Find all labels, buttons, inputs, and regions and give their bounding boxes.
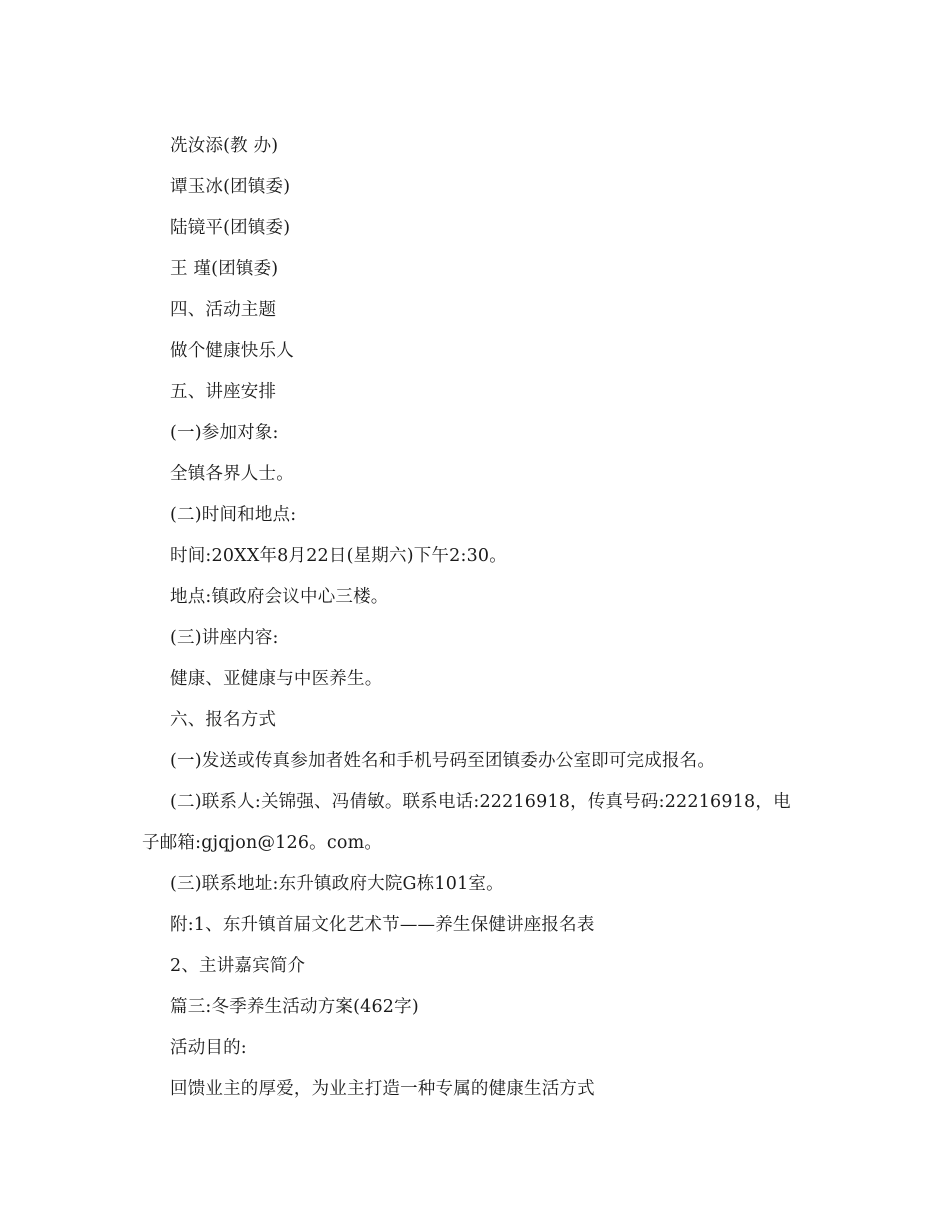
paragraph: 做个健康快乐人: [170, 341, 294, 361]
paragraph: 附:1、东升镇首届文化艺术节——养生保健讲座报名表: [170, 915, 595, 935]
member-line: 谭玉冰(团镇委): [170, 177, 291, 197]
subsection-heading: 活动目的:: [170, 1038, 247, 1058]
document-body: [142, 126, 822, 1110]
paragraph: (三)联系地址:东升镇政府大院G栋101室。: [170, 874, 504, 894]
paragraph: 2、主讲嘉宾简介: [170, 956, 306, 976]
paragraph: 回馈业主的厚爱，为业主打造一种专属的健康生活方式: [170, 1079, 595, 1099]
paragraph: 时间:20XX年8月22日(星期六)下午2:30。: [170, 546, 507, 566]
paragraph: 全镇各界人士。: [170, 464, 294, 484]
section-heading: 六、报名方式: [170, 710, 277, 730]
member-line: 冼汝添(教 办): [170, 136, 279, 156]
subsection-heading: (二)时间和地点:: [170, 505, 297, 525]
section-heading: 四、活动主题: [170, 300, 277, 320]
contact-paragraph: (二)联系人:关锦强、冯倩敏。联系电话:22216918，传真号码:22216918，电子邮箱:gjqjon@126。com。: [142, 792, 791, 853]
member-line: 王 瑾(团镇委): [170, 259, 279, 279]
member-line: 陆镜平(团镇委): [170, 218, 291, 238]
paragraph: 健康、亚健康与中医养生。: [170, 669, 383, 689]
paragraph: 地点:镇政府会议中心三楼。: [170, 587, 389, 607]
subsection-heading: (三)讲座内容:: [170, 628, 279, 648]
paragraph: (一)发送或传真参加者姓名和手机号码至团镇委办公室即可完成报名。: [170, 751, 716, 771]
section-heading: 五、讲座安排: [170, 382, 277, 402]
section-heading: 篇三:冬季养生活动方案(462字): [170, 997, 419, 1017]
subsection-heading: (一)参加对象:: [170, 423, 279, 443]
